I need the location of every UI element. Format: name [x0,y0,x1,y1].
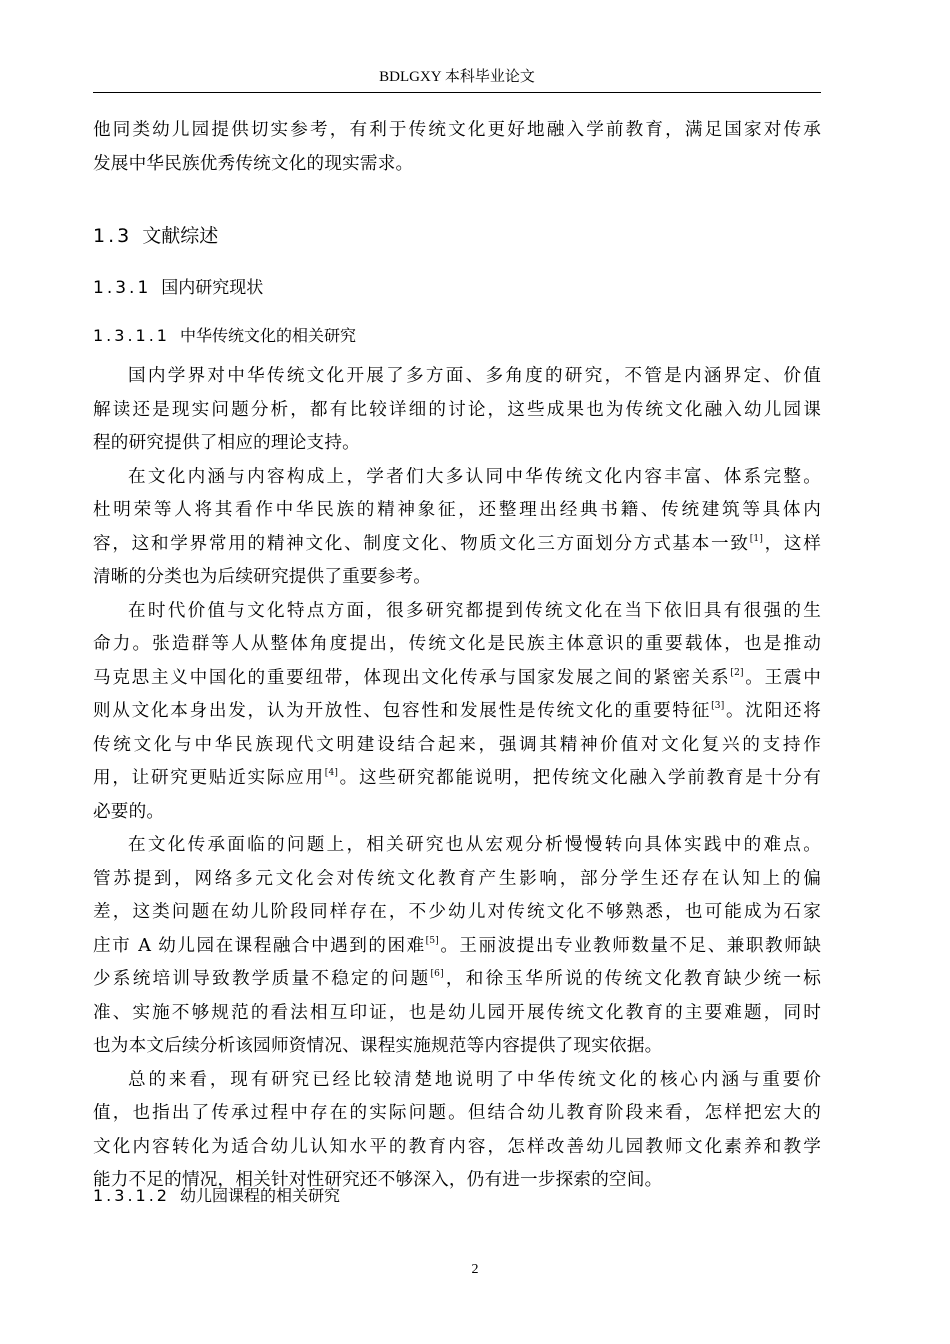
text-line: ，和徐玉华所说的传统文化教育缺少统一标 [443,969,821,989]
text-line: 马克思主义中国化的重要纽带，体现出文化传承与国家发展之间的紧密关系 [93,667,731,688]
page-number: 2 [471,1262,479,1277]
text-line: 用，让研究更贴近实际应用 [93,768,325,788]
text-line: 杜明荣等人将其看作中华民族的精神象征，还整理出经典书籍、传统建筑等具体内 [93,500,821,520]
text-line: 。这些研究都能说明，把传统文化融入学前教育是十分有 [338,768,821,788]
text-line: 发展中华民族优秀传统文化的现实需求。 [93,153,414,174]
text-line: 在文化内涵与内容构成上，学者们大多认同中华传统文化内容丰富、体系完整。 [128,466,821,487]
text-line: 。沈阳还将 [724,701,821,721]
section-heading-1-3-1-1 [93,323,356,346]
section-heading-1-3 [93,221,218,248]
section-heading-1-3-1 [93,273,263,298]
text-line: 国内学界对中华传统文化开展了多方面、多角度的研究，不管是内涵界定、价值 [128,366,821,386]
text-line: 。王震中 [743,667,821,688]
text-line: 。王丽波提出专业教师数量不足、兼职教师缺 [439,935,821,956]
text-line: 命力。张造群等人从整体角度提出，传统文化是民族主体意识的重要载体，也是推动 [93,634,821,654]
text-line: 准、实施不够规范的看法相互印证，也是幼儿园开展传统文化教育的主要难题，同时 [93,1002,821,1023]
section-title: 文献综述 [142,225,219,247]
section-number: 1.3.1.1 [93,326,170,345]
citation-ref[interactable]: [6] [430,969,444,979]
text-line: 容，这和学界常用的精神文化、制度文化、物质文化三方面划分方式基本一致 [93,533,750,554]
section-number: 1.3.1.2 [93,1186,170,1205]
header-title: BDLGXY 本科毕业论文 [379,69,535,85]
section-number: 1.3.1 [93,278,152,298]
section-title: 国内研究现状 [161,278,264,298]
text-line: 必要的。 [93,801,165,822]
text-line: 值，也指出了传承过程中存在的实际问题。但结合幼儿教育阶段来看，怎样把宏大的 [93,1103,821,1123]
text-line: 文化内容转化为适合幼儿认知水平的教育内容，怎样改善幼儿园教师文化素养和教学 [93,1136,821,1157]
section-heading-1-3-1-2 [93,1183,340,1206]
text-line: ，这样 [763,533,821,554]
text-line: 在文化传承面临的问题上，相关研究也从宏观分析慢慢转向具体实践中的难点。 [128,835,821,855]
text-line: 管苏提到，网络多元文化会对传统文化教育产生影响，部分学生还存在认知上的偏 [93,868,821,889]
citation-ref[interactable]: [5] [425,935,440,946]
text-line: 总的来看，现有研究已经比较清楚地说明了中华传统文化的核心内涵与重要价 [128,1069,821,1090]
text-line: 庄市 A 幼儿园在课程融合中遇到的困难 [93,935,426,956]
text-line: 则从文化本身出发，认为开放性、包容性和发展性是传统文化的重要特征 [93,701,712,721]
section-number: 1.3 [93,225,133,247]
text-line: 解读还是现实问题分析，都有比较详细的讨论，这些成果也为传统文化融入幼儿园课 [93,399,821,420]
intro-paragraph [93,114,821,181]
text-line: 在时代价值与文化特点方面，很多研究都提到传统文化在当下依旧具有很强的生 [128,600,821,621]
section-title: 幼儿园课程的相关研究 [179,1186,340,1205]
text-line: 程的研究提供了相应的理论支持。 [93,433,360,453]
citation-ref[interactable]: [3] [711,701,725,711]
citation-ref[interactable]: [2] [730,667,744,678]
body-paragraphs [93,360,821,1198]
page-header [93,66,821,93]
text-line: 少系统培训导致教学质量不稳定的问题 [93,969,431,989]
text-line: 差，这类问题在幼儿阶段同样存在，不少幼儿对传统文化不够熟悉，也可能成为石家 [93,902,821,922]
section-title: 中华传统文化的相关研究 [179,326,356,345]
citation-ref[interactable]: [4] [324,768,339,778]
text-line: 也为本文后续分析该园师资情况、课程实施规范等内容提供了现实依据。 [93,1036,663,1056]
text-line: 清晰的分类也为后续研究提供了重要参考。 [93,567,432,587]
text-line: 他同类幼儿园提供切实参考，有利于传统文化更好地融入学前教育，满足国家对传承 [93,120,821,140]
text-line: 传统文化与中华民族现代文明建设结合起来，强调其精神价值对文化复兴的支持作 [93,734,821,755]
text-line: 能力不足的情况，相关针对性研究还不够深入，仍有进一步探索的空间。 [93,1170,663,1190]
citation-ref[interactable]: [1] [749,533,764,544]
